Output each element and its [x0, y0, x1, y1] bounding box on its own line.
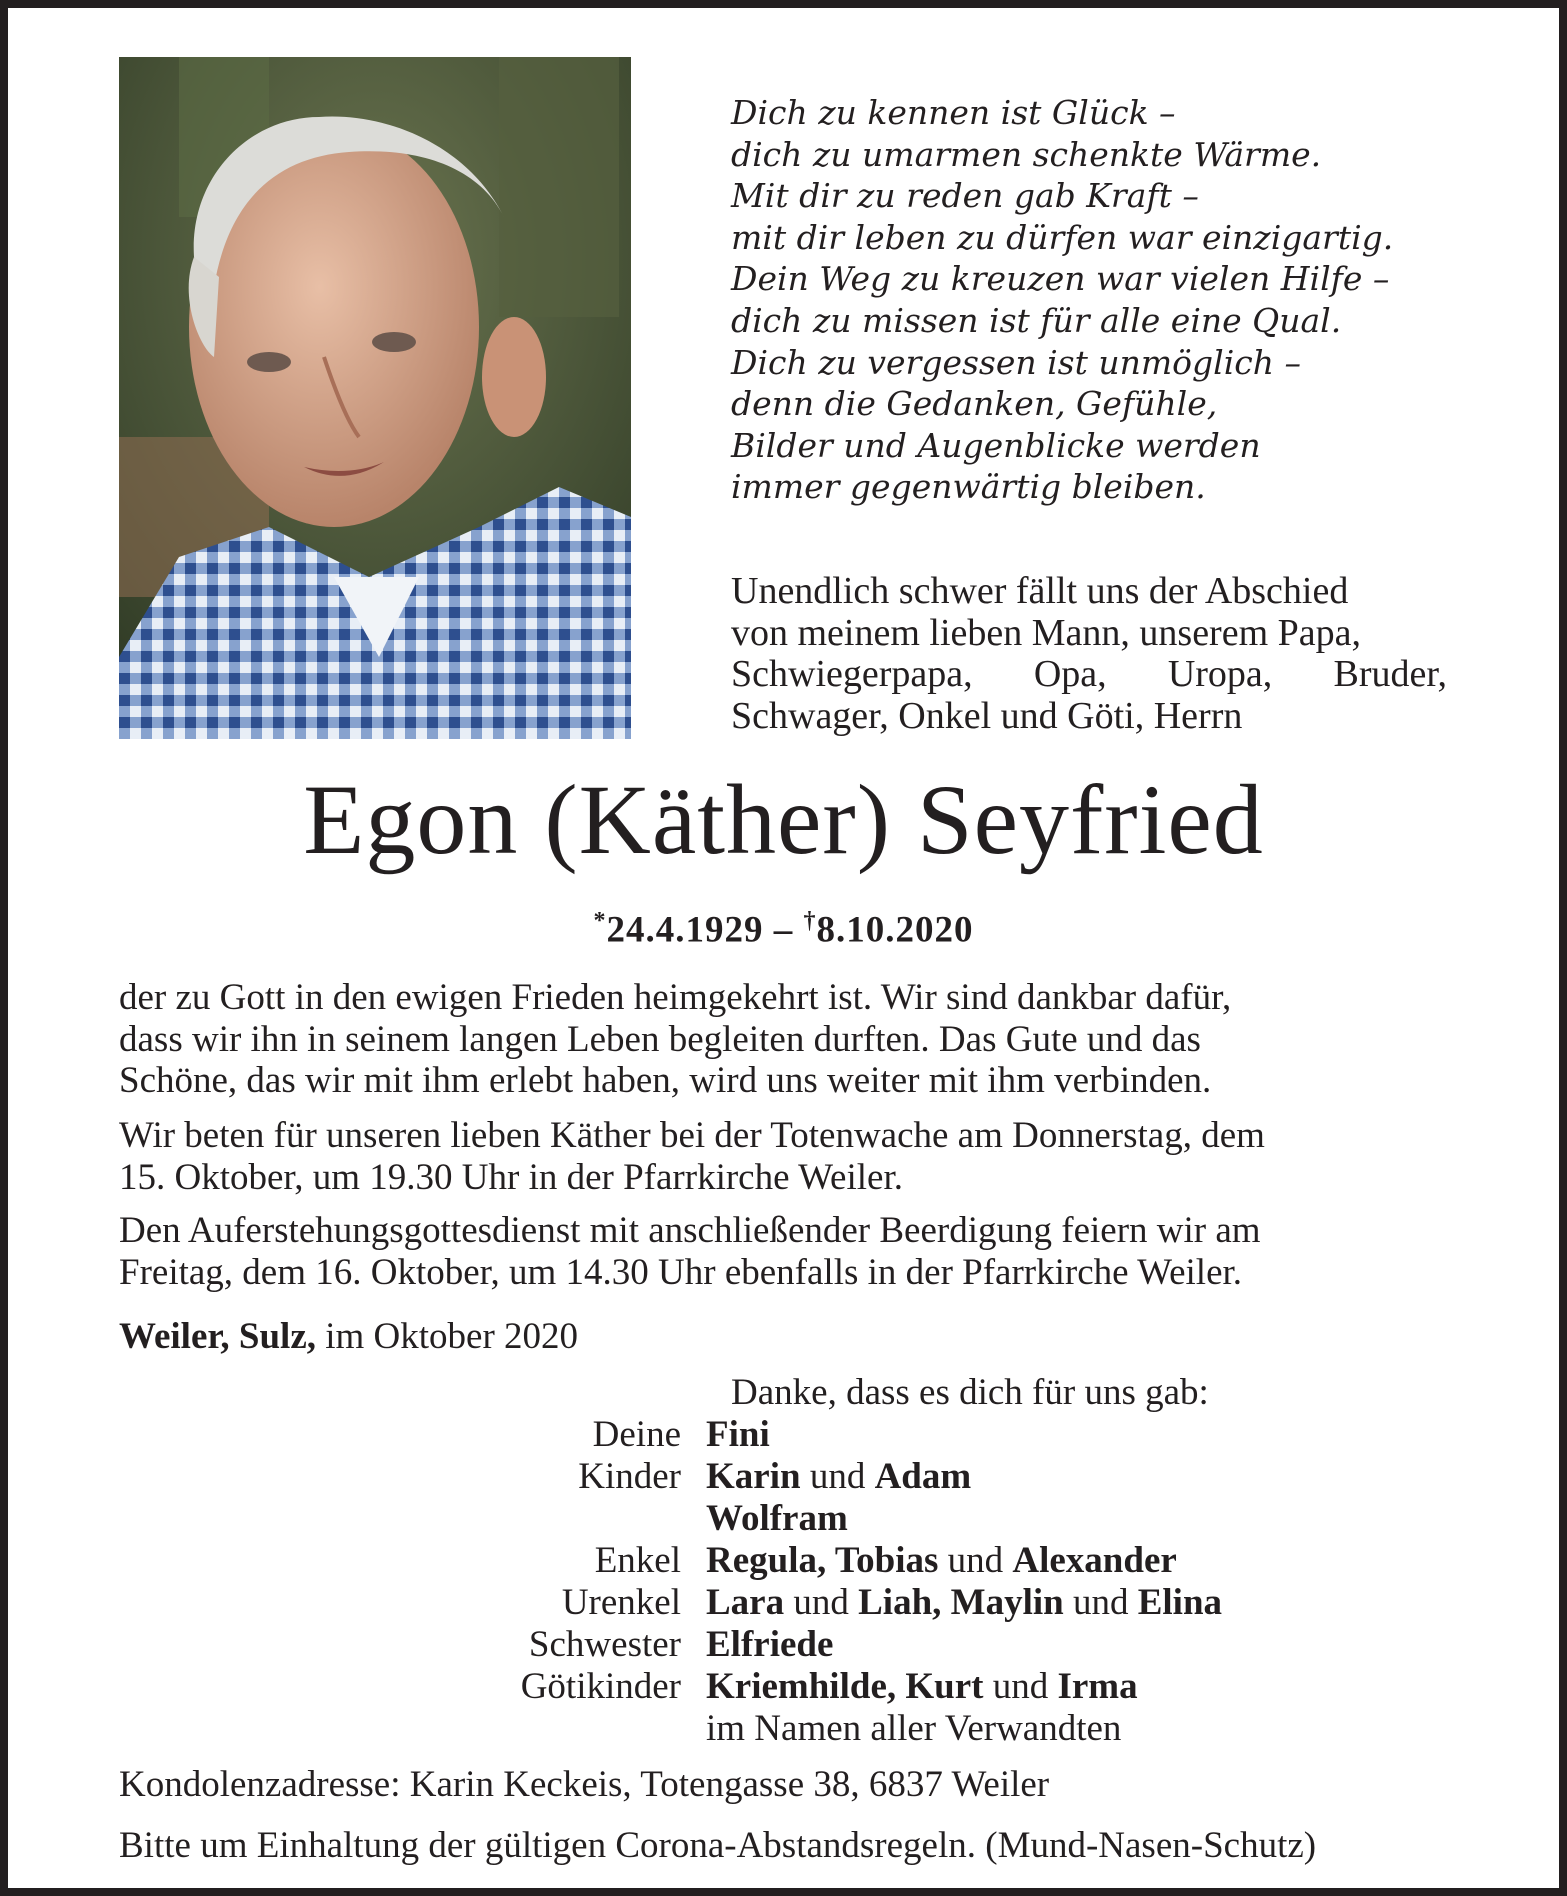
relation-label — [400, 1498, 706, 1540]
relation-label: Deine — [592, 1414, 681, 1455]
family-row — [400, 1540, 1500, 1582]
family-names — [706, 1456, 971, 1498]
family-list — [400, 1414, 1500, 1750]
conjunction: und — [793, 1582, 849, 1623]
deceased-name: Egon (Käther) Seyfried — [303, 764, 1264, 875]
death-mark: † — [803, 908, 817, 934]
family-row — [400, 1456, 1500, 1498]
paragraph-line: Freitag, dem 16. Oktober, um 14.30 Uhr ebenfalls in der Pfarrkirche Weiler. — [119, 1251, 1243, 1293]
relation-label: Urenkel — [561, 1582, 681, 1623]
condolence-address: Kondolenzadresse: Karin Keckeis, Totengasse 38, 6837 Weiler — [119, 1764, 1050, 1805]
conjunction: und — [947, 1540, 1004, 1581]
poem-line: Dich zu vergessen ist unmöglich – — [731, 342, 1301, 382]
date-separator: – — [773, 909, 794, 951]
family-name: Kriemhilde, Kurt — [706, 1666, 984, 1707]
relation-label: Schwester — [528, 1624, 681, 1665]
family-name: Lara — [706, 1582, 785, 1623]
poem-line: denn die Gedanken, Gefühle, — [731, 384, 1218, 424]
family-name: Regula, Tobias — [706, 1540, 939, 1581]
family-row — [400, 1414, 1500, 1456]
family-name: Elina — [1137, 1582, 1223, 1623]
intro-word: Schwiegerpapa, — [731, 653, 973, 695]
paragraph-line: der zu Gott in den ewigen Frieden heimgekehrt ist. Wir sind dankbar dafür, — [119, 977, 1232, 1018]
poem-line: Mit dir zu reden gab Kraft – — [731, 176, 1199, 216]
family-row — [400, 1624, 1500, 1666]
family-row — [400, 1666, 1500, 1708]
relatives-note: im Namen aller Verwandten — [706, 1708, 1122, 1749]
family-name: Liah, Maylin — [858, 1582, 1064, 1623]
family-names — [706, 1582, 1222, 1624]
intro-line: von meinem lieben Mann, unserem Papa, — [731, 611, 1362, 654]
birth-mark: * — [593, 908, 607, 934]
paragraph-line: 15. Oktober, um 19.30 Uhr in der Pfarrkirche Weiler. — [119, 1156, 903, 1198]
relation-label: Götikinder — [520, 1666, 681, 1707]
family-name: Alexander — [1012, 1540, 1177, 1581]
paragraph-line: dass wir ihn in seinem langen Leben begleiten durften. Das Gute und das — [119, 1018, 1201, 1060]
paragraph-line: Schöne, das wir mit ihm erlebt haben, wird uns weiter mit ihm verbinden. — [119, 1060, 1212, 1101]
intro-line: Unendlich schwer fällt uns der Abschied — [731, 570, 1349, 612]
family-names — [706, 1624, 833, 1666]
birth-date: 24.4.1929 — [606, 909, 764, 951]
family-names — [706, 1666, 1138, 1708]
conjunction: und — [1072, 1582, 1129, 1623]
thanks-line: Danke, dass es dich für uns gab: — [731, 1372, 1209, 1413]
life-dates — [0, 899, 1567, 952]
family-names — [706, 1414, 770, 1456]
family-row — [400, 1708, 1500, 1750]
place-names: Weiler, Sulz, — [119, 1316, 316, 1357]
poem-line: dich zu missen ist für alle eine Qual. — [731, 300, 1342, 340]
intro-text — [731, 571, 1447, 737]
family-name: Wolfram — [706, 1498, 848, 1539]
intro-line — [731, 654, 1447, 696]
relation-label — [400, 1708, 706, 1750]
death-date: 8.10.2020 — [816, 909, 974, 951]
poem-line: dich zu umarmen schenkte Wärme. — [731, 134, 1322, 174]
paragraph-3 — [119, 1210, 1449, 1293]
portrait-photo — [119, 57, 631, 739]
place-date — [119, 1315, 578, 1359]
intro-word: Uropa, — [1167, 653, 1273, 695]
paragraph-1 — [119, 977, 1449, 1102]
poem-line: Dein Weg zu kreuzen war vielen Hilfe – — [731, 259, 1390, 299]
family-name: Fini — [706, 1414, 770, 1455]
intro-word: Opa, — [1033, 653, 1107, 695]
family-names — [706, 1708, 1121, 1750]
family-name: Karin — [706, 1456, 801, 1497]
family-name: Elfriede — [706, 1624, 834, 1665]
corona-notice: Bitte um Einhaltung der gültigen Corona-Abstandsregeln. (Mund-Nasen-Schutz) — [119, 1825, 1317, 1866]
relation-label: Enkel — [594, 1540, 681, 1581]
family-row — [400, 1498, 1500, 1540]
paragraph-2 — [119, 1115, 1449, 1198]
intro-line: Schwager, Onkel und Göti, Herrn — [731, 694, 1243, 737]
intro-word: Bruder, — [1333, 653, 1447, 695]
family-row — [400, 1582, 1500, 1624]
poem-line: immer gegenwärtig bleiben. — [731, 467, 1206, 507]
family-names — [706, 1540, 1177, 1582]
paragraph-line: Den Auferstehungsgottesdienst mit anschließender Beerdigung feiern wir am — [119, 1210, 1261, 1251]
family-names — [706, 1498, 848, 1540]
paragraph-line: Wir beten für unseren lieben Käther bei der Totenwache am Donnerstag, dem — [119, 1115, 1265, 1156]
poem-line: Bilder und Augenblicke werden — [731, 425, 1261, 465]
conjunction: und — [992, 1666, 1049, 1707]
family-name: Adam — [874, 1456, 972, 1497]
poem — [731, 92, 1451, 508]
poem-line: Dich zu kennen ist Glück – — [731, 93, 1176, 132]
relation-label: Kinder — [578, 1456, 681, 1497]
family-name: Irma — [1057, 1666, 1138, 1707]
place-date-text: im Oktober 2020 — [325, 1316, 579, 1357]
conjunction: und — [809, 1456, 866, 1497]
poem-line: mit dir leben zu dürfen war einzigartig. — [731, 217, 1394, 257]
